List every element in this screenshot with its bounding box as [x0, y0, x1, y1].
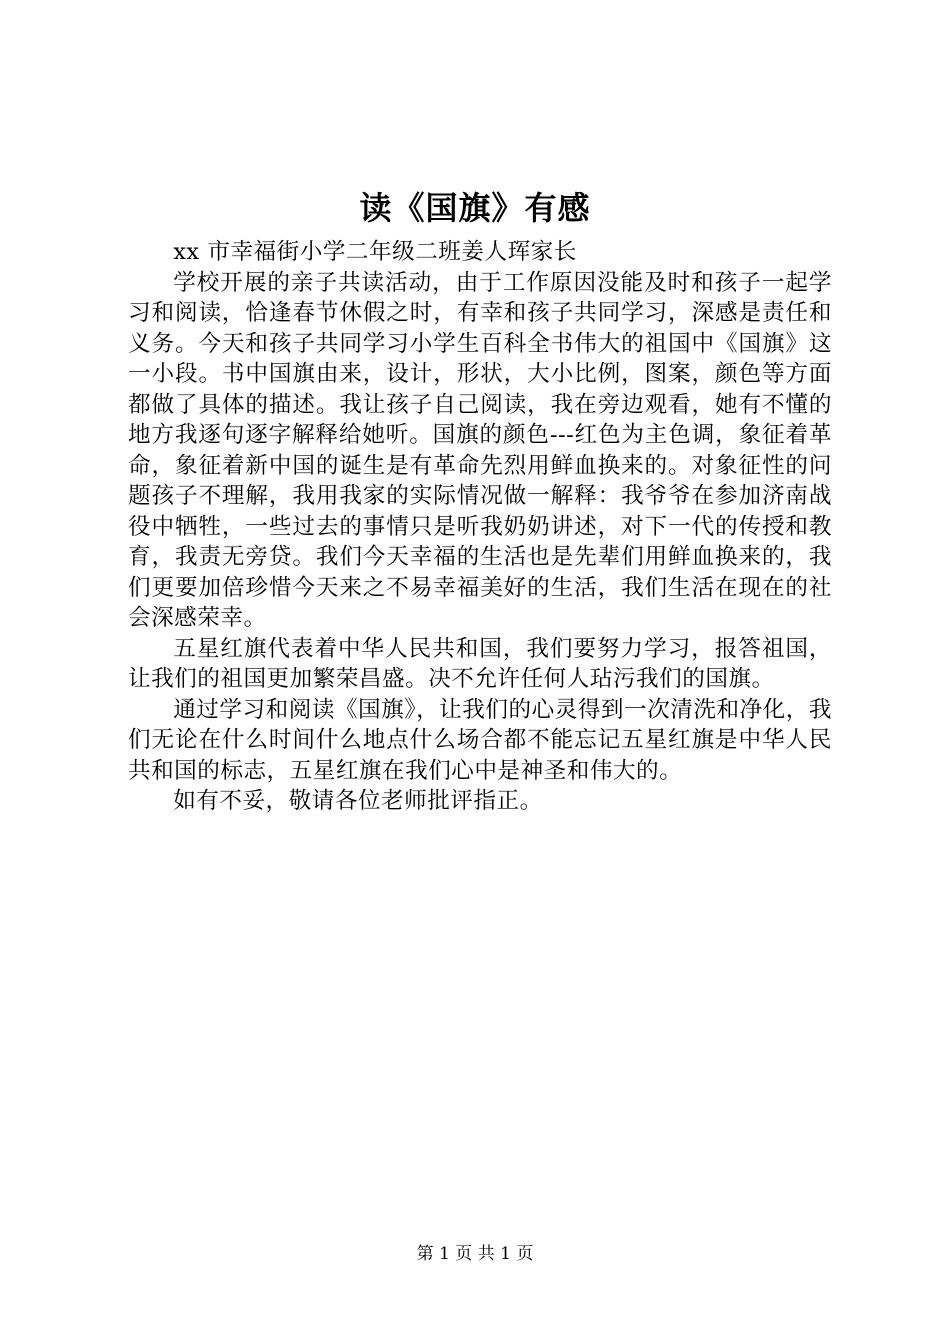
paragraph-4: 如有不妥，敬请各位老师批评指正。	[173, 788, 543, 814]
paragraph-1: 学校开展的亲子共读活动，由于工作原因没能及时和孩子一起学习和阅读，恰逢春节休假之时，有幸和孩子共同学习，深感是责任和义务。今天和孩子共同学习小学生百科全书伟大的祖国中《国旗》这一小段。书中国旗由来，设计，形状，大小比例，图案，颜色等方面都做了具体的描述。我让孩子自己阅读，我在旁边观看，她有不懂的地方我逐句逐字解释给她听。国旗的颜色---红色为主色调，象征着革命，象征着新中国的诞生是有革命先烈用鲜血换来的。对象征性的问题孩子不理解，我用我家的实际情况做一解释：我爷爷在参加济南战役中牺牲，一些过去的事情只是听我奶奶讲述，对下一代的传授和教育，我责无旁贷。我们今天幸福的生活也是先辈们用鲜血换来的，我们更要加倍珍惜今天来之不易幸福美好的生活，我们生活在现在的社会深感荣幸。	[128, 269, 832, 631]
author-line: xx 市幸福街小学二年级二班姜人珲家长	[173, 239, 577, 265]
document-title: 读《国旗》有感	[359, 189, 591, 227]
paragraph-3: 通过学习和阅读《国旗》，让我们的心灵得到一次清洗和净化，我们无论在什么时间什么地点什么场合都不能忘记五星红旗是中华人民共和国的标志，五星红旗在我们心中是神圣和伟大的。	[128, 696, 832, 784]
document-body	[128, 237, 832, 817]
paragraph-2: 五星红旗代表着中华人民共和国，我们要努力学习，报答祖国，让我们的祖国更加繁荣昌盛。决不允许任何人玷污我们的国旗。	[128, 635, 832, 692]
page-footer: 第 1 页 共 1 页	[416, 1244, 534, 1264]
